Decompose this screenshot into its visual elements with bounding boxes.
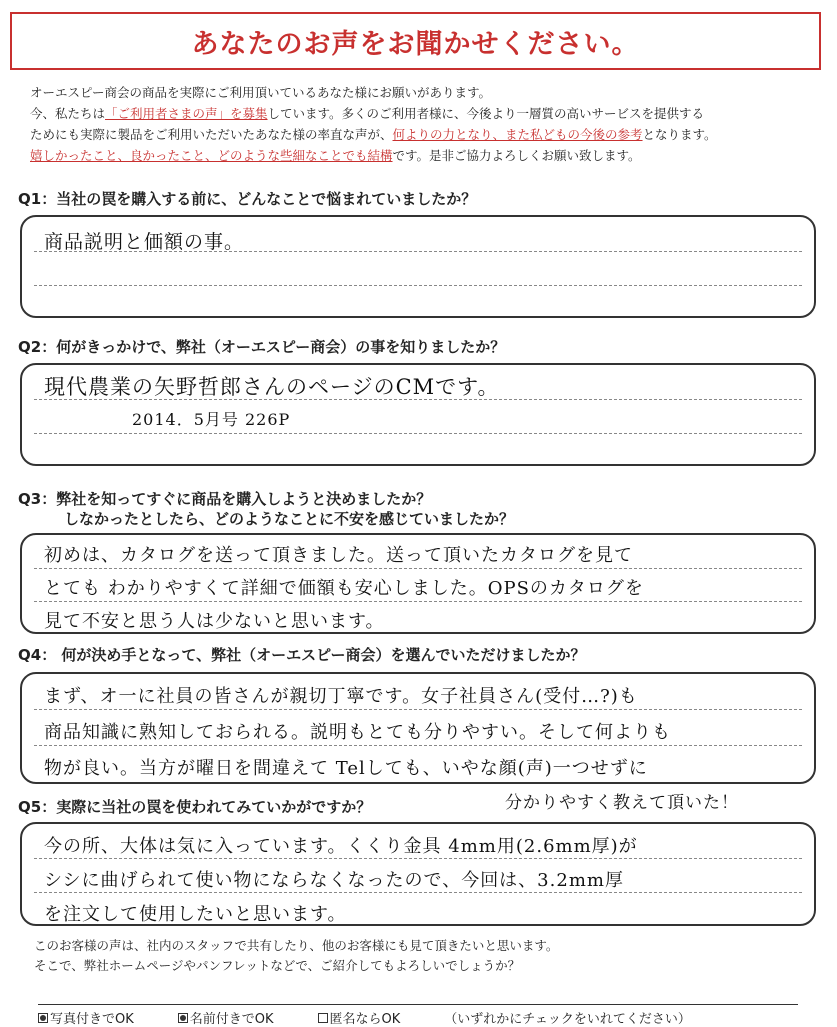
intro-line-3 bbox=[30, 124, 810, 145]
intro-paragraph bbox=[30, 82, 810, 166]
answer-4-line-1: まず、オ一に社員の皆さんが親切丁寧です。女子社員さん(受付…?)も bbox=[44, 686, 638, 707]
option-name[interactable] bbox=[178, 1008, 274, 1027]
question-3: Q3：弊社を知ってすぐに商品を購入しようと決めましたか？ bbox=[18, 490, 432, 508]
option-instruction bbox=[444, 1008, 691, 1027]
intro-line-1-text: オーエスピー商会の商品を実際にご利用頂いているあなた様にお願いがあります。 bbox=[30, 85, 492, 100]
answer-5-line-3: を注文して使用したいと思います。 bbox=[44, 904, 347, 925]
question-4: Q4： 何が決め手となって、弊社（オーエスピー商会）を選んでいただけましたか？ bbox=[18, 646, 586, 664]
intro-line-2-text-a: 今、私たちは bbox=[30, 106, 106, 121]
answer-2-line-1: 現代農業の矢野哲郎さんのページのCMです。 bbox=[44, 375, 500, 399]
answer-5-line-1: 今の所、大体は気に入っています。くくり金具 4mm用(2.6mm厚)が bbox=[44, 836, 638, 857]
intro-highlight-voice: 「ご利用者さまの声」を募集 bbox=[105, 106, 268, 121]
intro-line-2 bbox=[30, 103, 810, 124]
answer-rule bbox=[34, 745, 802, 746]
answer-2-line-2: 2014．5月号 226P bbox=[132, 410, 291, 429]
answer-4-continuation: 分かりやすく教えて頂いた！ bbox=[505, 793, 739, 813]
answer-rule bbox=[34, 858, 802, 859]
option-anonymous-label: 匿名ならOK bbox=[329, 1012, 401, 1027]
intro-line-2-text-b: しています。多くのご利用者様に、今後より一層質の高いサービスを提供する bbox=[267, 106, 705, 121]
intro-line-3-text-b: となります。 bbox=[642, 127, 717, 142]
answer-1-line-1: 商品説明と価額の事。 bbox=[44, 231, 245, 253]
answer-rule bbox=[34, 568, 802, 569]
answer-rule bbox=[34, 285, 802, 286]
footer-line-1: このお客様の声は、社内のスタッフで共有したり、他のお客様にも見て頂きたいと思います。 bbox=[34, 938, 559, 953]
intro-highlight-power: 何よりの力となり、また私どもの今後の参考 bbox=[392, 127, 643, 142]
intro-line-4-text-b: です。是非ご協力よろしくお願い致します。 bbox=[392, 148, 641, 163]
answer-4-line-2: 商品知識に熟知しておられる。説明もとても分りやすい。そして何よりも bbox=[44, 722, 671, 743]
answer-box-4[interactable] bbox=[20, 672, 816, 784]
answer-3-line-1: 初めは、カタログを送って頂きました。送って頂いたカタログを見て bbox=[44, 545, 633, 566]
page-title: あなたのお声をお聞かせください。 bbox=[191, 28, 640, 60]
answer-rule bbox=[34, 709, 802, 710]
option-name-label: 名前付きでOK bbox=[189, 1012, 274, 1027]
title-banner bbox=[10, 12, 821, 70]
intro-line-3-text-a: ためにも実際に製品をご利用いただいたあなた様の率直な声が、 bbox=[30, 127, 393, 142]
answer-rule bbox=[34, 433, 802, 434]
option-photo-label: 写真付きでOK bbox=[50, 1012, 134, 1027]
answer-5-line-2: シシに曲げられて使い物にならなくなったので、今回は、3.2mm厚 bbox=[44, 870, 624, 891]
answer-box-5[interactable] bbox=[20, 822, 816, 926]
intro-highlight-anything: 嬉しかったこと、良かったこと、どのような些細なことでも結構 bbox=[30, 148, 393, 163]
footer-note bbox=[34, 936, 558, 976]
answer-box-1[interactable] bbox=[20, 215, 816, 318]
answer-4-line-3: 物が良い。当方が曜日を間違えて Telしても、いやな顔(声)一つせずに bbox=[44, 758, 648, 779]
answer-rule bbox=[34, 601, 802, 602]
answer-box-3[interactable] bbox=[20, 533, 816, 634]
question-3-sub: しなかったとしたら、どのようなことに不安を感じていましたか？ bbox=[64, 510, 515, 528]
question-5: Q5：実際に当社の罠を使われてみていかがですか？ bbox=[18, 798, 372, 816]
photo-checkbox[interactable] bbox=[38, 1013, 48, 1023]
question-1: Q1：当社の罠を購入する前に、どんなことで悩まれていましたか？ bbox=[18, 190, 477, 208]
anonymous-checkbox[interactable] bbox=[318, 1013, 328, 1023]
intro-line-1 bbox=[30, 82, 810, 103]
answer-rule bbox=[34, 892, 802, 893]
footer-line-2: そこで、弊社ホームページやパンフレットなどで、ご紹介してもよろしいでしょうか？ bbox=[34, 958, 521, 973]
answer-3-line-2: とても わかりやすくて詳細で価額も安心しました。OPSのカタログを bbox=[44, 578, 644, 599]
question-2: Q2：何がきっかけで、弊社（オーエスピー商会）の事を知りましたか？ bbox=[18, 338, 506, 356]
option-photo[interactable] bbox=[38, 1008, 134, 1027]
option-anonymous[interactable] bbox=[318, 1008, 401, 1027]
intro-line-4 bbox=[30, 145, 810, 166]
answer-3-line-3: 見て不安と思う人は少ないと思います。 bbox=[44, 611, 385, 632]
name-checkbox[interactable] bbox=[178, 1013, 188, 1023]
option-instruction-text: （いずれかにチェックをいれてください） bbox=[444, 1012, 691, 1027]
answer-box-2[interactable] bbox=[20, 363, 816, 466]
